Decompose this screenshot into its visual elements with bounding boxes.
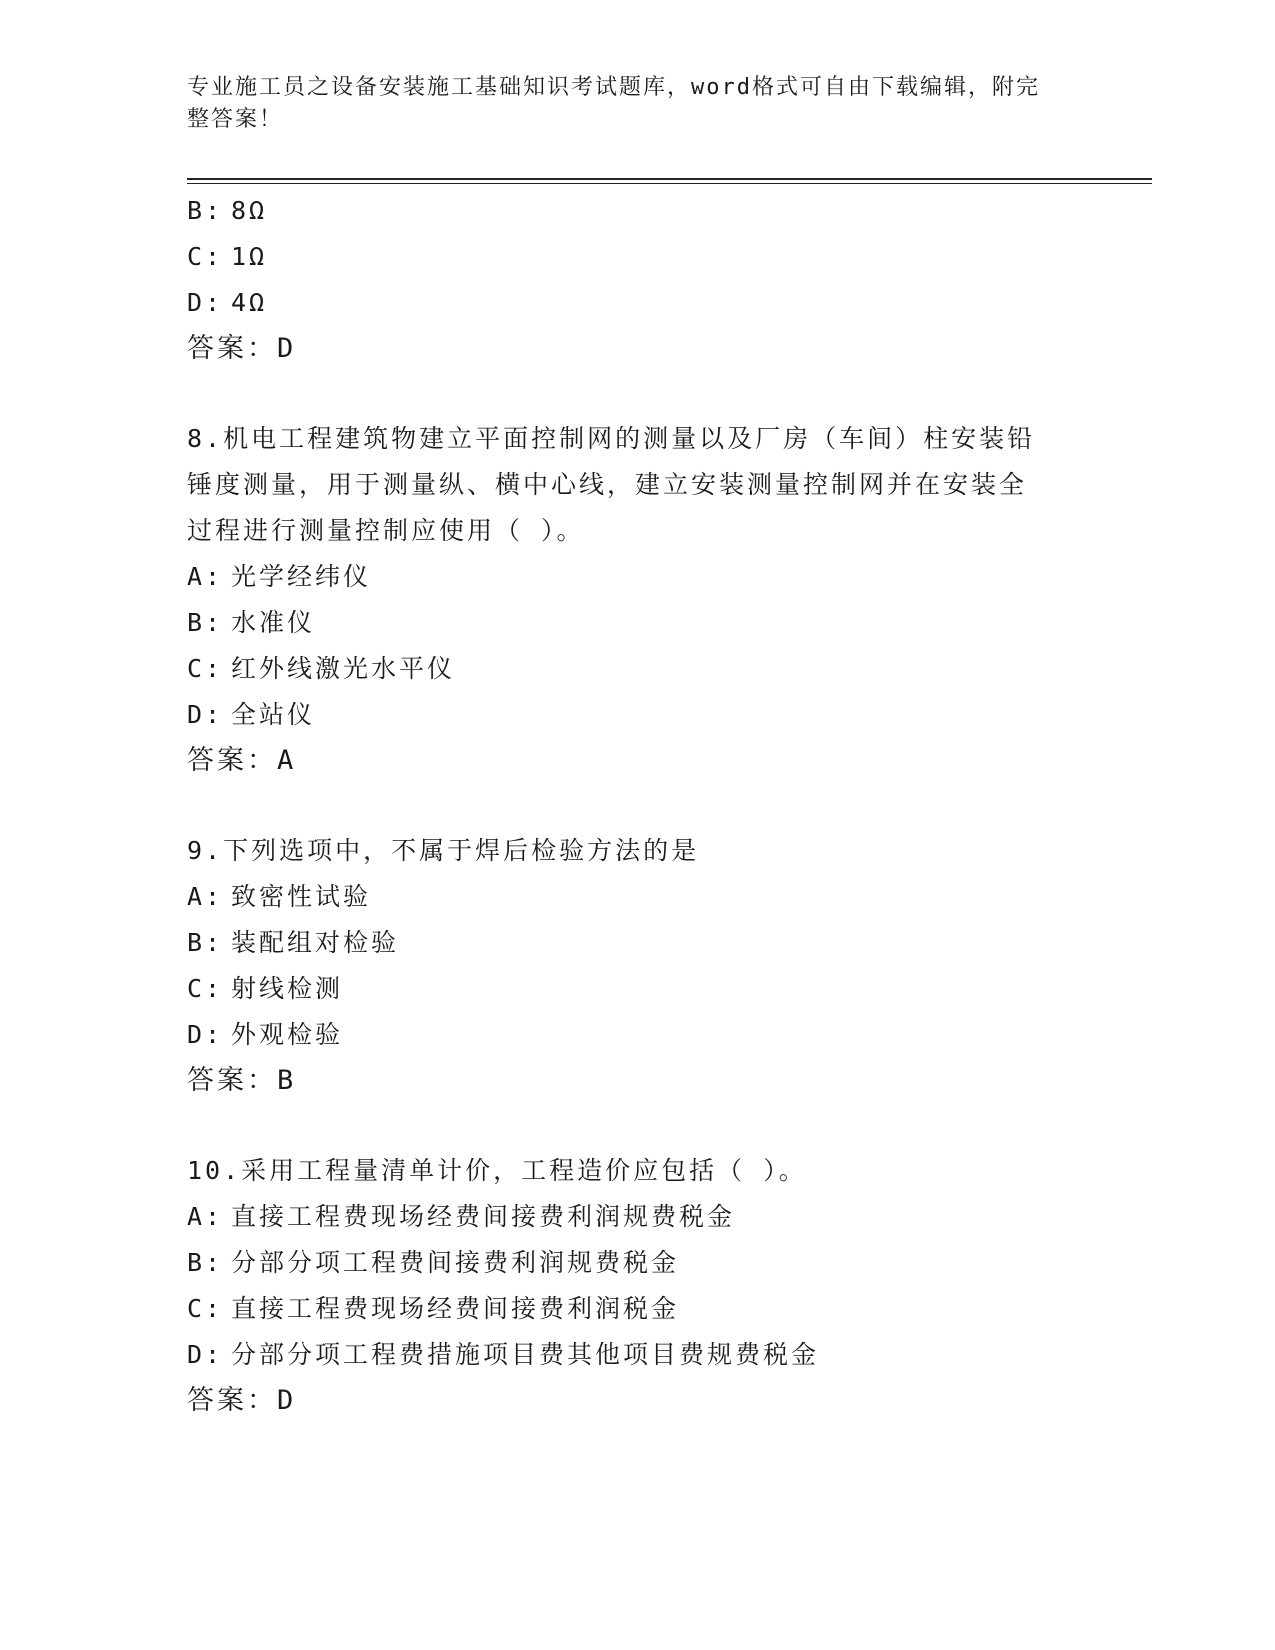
option-text: 装配组对检验 (231, 928, 400, 957)
question-8 (187, 416, 1087, 784)
option-key: B: (187, 196, 224, 225)
option-b (187, 188, 1087, 234)
question-10 (187, 1148, 1087, 1424)
option-key: A: (187, 1202, 224, 1231)
option-c (187, 1286, 1087, 1332)
option-d (187, 1332, 1087, 1378)
header-line-1: 专业施工员之设备安装施工基础知识考试题库，word格式可自由下载编辑，附完 (187, 75, 1040, 100)
option-key: B: (187, 1248, 224, 1277)
option-key: D: (187, 1340, 224, 1369)
option-text: 光学经纬仪 (231, 562, 372, 591)
question-text-line: 过程进行测量控制应使用（ ）。 (187, 516, 585, 545)
option-text: 射线检测 (231, 974, 344, 1003)
option-text: 直接工程费现场经费间接费利润税金 (231, 1294, 680, 1323)
option-a (187, 554, 1087, 600)
question-9 (187, 828, 1087, 1104)
option-text: 1Ω (231, 242, 268, 271)
option-d (187, 280, 1087, 326)
option-key: D: (187, 1020, 224, 1049)
option-text: 分部分项工程费间接费利润规费税金 (231, 1248, 680, 1277)
question-text-line: 10.采用工程量清单计价，工程造价应包括（ ）。 (187, 1156, 807, 1185)
question-text-line: 锤度测量，用于测量纵、横中心线，建立安装测量控制网并在安装全 (187, 470, 1028, 499)
option-text: 致密性试验 (231, 882, 372, 911)
header-line-2: 整答案！ (187, 107, 284, 132)
option-c (187, 234, 1087, 280)
question-7 (187, 188, 1087, 372)
answer: 答案：B (187, 1065, 297, 1096)
option-d (187, 1012, 1087, 1058)
option-key: C: (187, 242, 224, 271)
option-text: 8Ω (231, 196, 268, 225)
option-text: 4Ω (231, 288, 268, 317)
option-key: A: (187, 562, 224, 591)
option-b (187, 1240, 1087, 1286)
question-text-line: 9.下列选项中，不属于焊后检验方法的是 (187, 836, 700, 865)
option-key: C: (187, 654, 224, 683)
option-key: D: (187, 288, 224, 317)
option-text: 直接工程费现场经费间接费利润规费税金 (231, 1202, 736, 1231)
option-a (187, 1194, 1087, 1240)
document-header (187, 72, 1067, 136)
option-text: 全站仪 (231, 700, 316, 729)
option-key: D: (187, 700, 224, 729)
option-key: B: (187, 928, 224, 957)
answer: 答案：D (187, 333, 297, 364)
option-key: C: (187, 974, 224, 1003)
option-text: 分部分项工程费措施项目费其他项目费规费税金 (231, 1340, 820, 1369)
question-text-line: 8.机电工程建筑物建立平面控制网的测量以及厂房（车间）柱安装铅 (187, 424, 1036, 453)
answer: 答案：D (187, 1385, 297, 1416)
option-c (187, 966, 1087, 1012)
option-text: 红外线激光水平仪 (231, 654, 456, 683)
option-b (187, 920, 1087, 966)
option-a (187, 874, 1087, 920)
option-key: C: (187, 1294, 224, 1323)
option-d (187, 692, 1087, 738)
answer: 答案：A (187, 745, 297, 776)
header-divider-thin (187, 183, 1152, 184)
option-key: A: (187, 882, 224, 911)
option-text: 水准仪 (231, 608, 316, 637)
option-key: B: (187, 608, 224, 637)
option-c (187, 646, 1087, 692)
option-b (187, 600, 1087, 646)
question-list (187, 188, 1087, 1424)
option-text: 外观检验 (231, 1020, 344, 1049)
header-divider-thick (187, 178, 1152, 180)
